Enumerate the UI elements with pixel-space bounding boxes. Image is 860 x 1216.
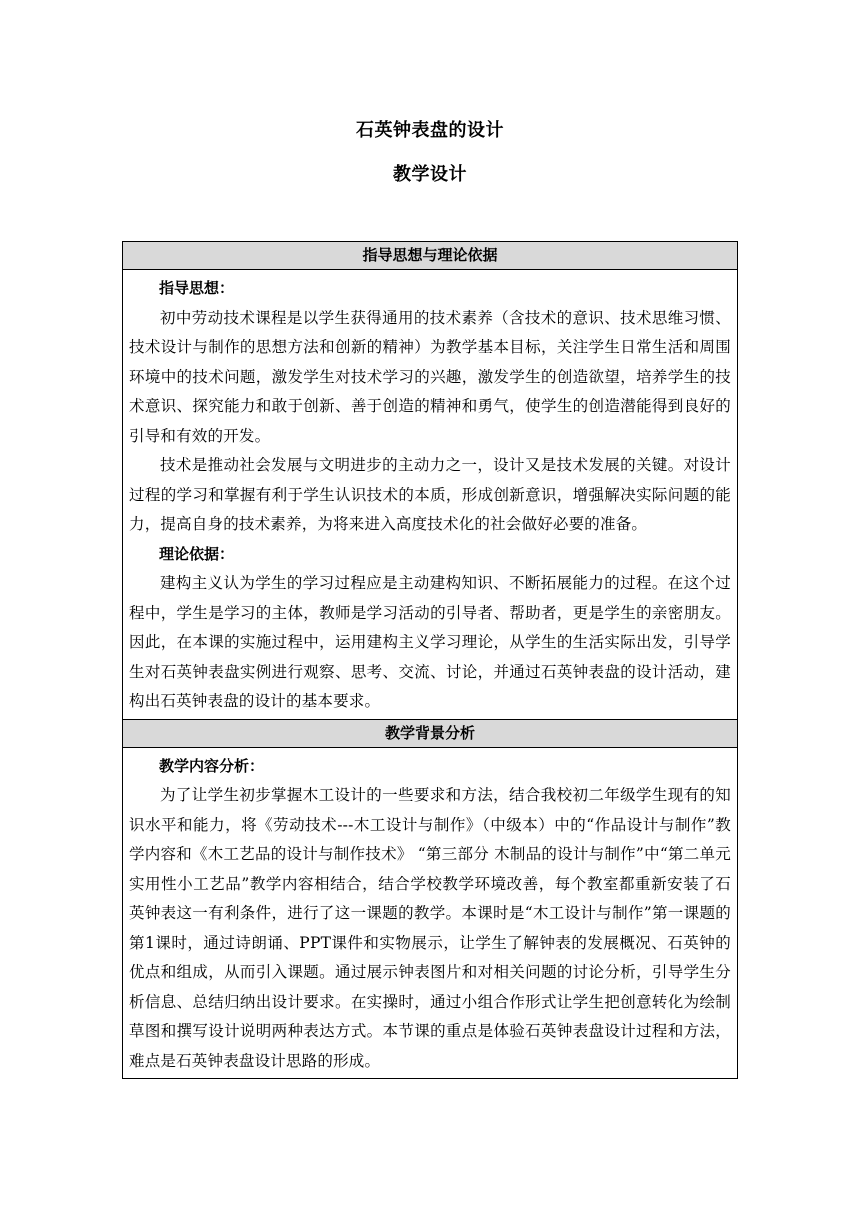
document-subtitle: 教学设计 xyxy=(393,164,467,185)
paragraph: 为了让学生初步掌握木工设计的一些要求和方法，结合我校初二年级学生现有的知识水平和能力，将《劳动技术---木工设计与制作》（中级本）中的“作品设计与制作”教学内容和《木工艺品的设计与制作技术》 “第三部分 木制品的设计与制作”中“第二单元 实用性小工艺品”教学内容相结合，结合学校教学环境改善，每个教室都重新安装了石英钟表这一有利条件，进行了这一课题的教学。本课时是“木工设计与制作”第一课题的第1课时，通过诗朗诵、PPT课件和实物展示，让学生了解钟表的发展概况、石英钟的优点和组成，从而引入课题。通过展示钟表图片和对相关问题的讨论分析，引导学生分析信息、总结归纳出设计要求。在实操时，通过小组合作形式让学生把创意转化为绘制草图和撰写设计说明两种表达方式。本节课的重点是体验石英钟表盘设计过程和方法，难点是石英钟表盘设计思路的形成。 xyxy=(129,786,731,1070)
paragraph: 初中劳动技术课程是以学生获得通用的技术素养（含技术的意识、技术思维习惯、技术设计与制作的思想方法和创新的精神）为教学基本目标，关注学生日常生活和周围环境中的技术问题，激发学生对技术学习的兴趣，激发学生的创造欲望，培养学生的技术意识、探究能力和敢于创新、善于创造的精神和勇气，使学生的创造潜能得到良好的引导和有效的开发。 xyxy=(129,308,731,445)
subheading-theoretical-basis: 理论依据： xyxy=(159,544,235,563)
section-body-teaching-background xyxy=(123,748,737,1079)
paragraph: 技术是推动社会发展与文明进步的主动力之一，设计又是技术发展的关键。对设计过程的学习和掌握有利于学生认识技术的本质，形成创新意识，增强解决实际问题的能力，提高自身的技术素养，为将来进入高度技术化的社会做好必要的准备。 xyxy=(129,456,731,533)
section-header-teaching-background: 教学背景分析 xyxy=(123,719,737,748)
section-header-guiding-ideas: 指导思想与理论依据 xyxy=(123,242,737,270)
subheading-guiding-thought: 指导思想： xyxy=(159,279,235,297)
lesson-table xyxy=(122,241,738,1079)
section-body-guiding-ideas xyxy=(123,270,737,719)
subheading-content-analysis: 教学内容分析： xyxy=(159,756,265,775)
document-title: 石英钟表盘的设计 xyxy=(356,120,504,141)
paragraph: 建构主义认为学生的学习过程应是主动建构知识、不断拓展能力的过程。在这个过程中，学生是学习的主体，教师是学习活动的引导者、帮助者，更是学生的亲密朋友。因此，在本课的实施过程中，运用建构主义学习理论，从学生的生活实际出发，引导学生对石英钟表盘实例进行观察、思考、交流、讨论，并通过石英钟表盘的设计活动，建构出石英钟表盘的设计的基本要求。 xyxy=(129,574,731,710)
